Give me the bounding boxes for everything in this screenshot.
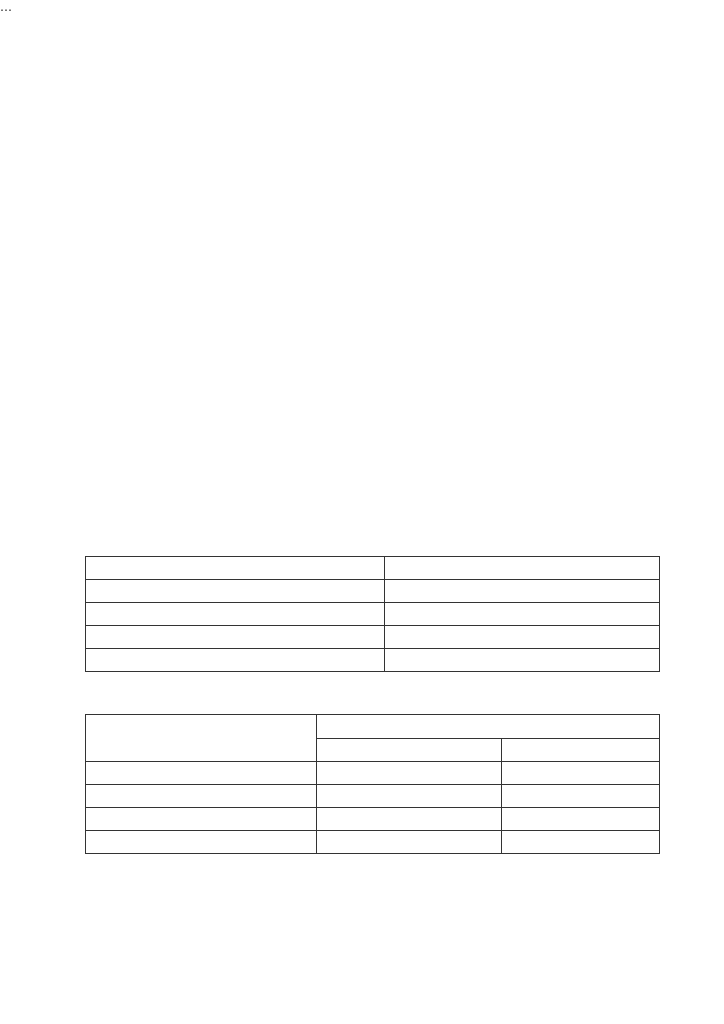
table-cell xyxy=(317,831,502,854)
table-cell xyxy=(86,603,385,626)
table-cell xyxy=(86,762,317,785)
table-cell xyxy=(385,626,660,649)
table-cell xyxy=(385,580,660,603)
table-2 xyxy=(85,714,660,854)
table-cell xyxy=(86,649,385,672)
table-cell xyxy=(385,649,660,672)
section-2-heading xyxy=(85,320,107,334)
table-row xyxy=(86,785,660,808)
section-1-heading xyxy=(85,240,107,254)
table-header-row xyxy=(86,557,660,580)
column-subheader xyxy=(502,738,660,762)
table-cell xyxy=(86,580,385,603)
table-row xyxy=(86,603,660,626)
document-page: … xyxy=(0,0,724,1024)
table-cell xyxy=(502,785,660,808)
column-header xyxy=(86,715,317,762)
table-cell xyxy=(86,808,317,831)
table-cell xyxy=(86,626,385,649)
table-cell xyxy=(502,808,660,831)
column-header xyxy=(86,557,385,580)
table-row xyxy=(86,580,660,603)
table-1 xyxy=(85,556,660,672)
table-row xyxy=(86,831,660,854)
table-cell xyxy=(317,762,502,785)
section-4-1-heading xyxy=(85,912,115,926)
table-cell xyxy=(385,603,660,626)
section-4-heading xyxy=(85,884,107,898)
table-cell xyxy=(317,785,502,808)
table-cell xyxy=(502,762,660,785)
section-3-heading xyxy=(85,480,107,494)
table-cell xyxy=(86,785,317,808)
table-cell xyxy=(502,831,660,854)
column-header xyxy=(317,715,660,739)
table-cell xyxy=(86,831,317,854)
column-header xyxy=(385,557,660,580)
table-row xyxy=(86,808,660,831)
column-subheader xyxy=(317,738,502,762)
table-row xyxy=(86,626,660,649)
table-row xyxy=(86,762,660,785)
table-header-row xyxy=(86,715,660,739)
table-row xyxy=(86,649,660,672)
table-cell xyxy=(317,808,502,831)
